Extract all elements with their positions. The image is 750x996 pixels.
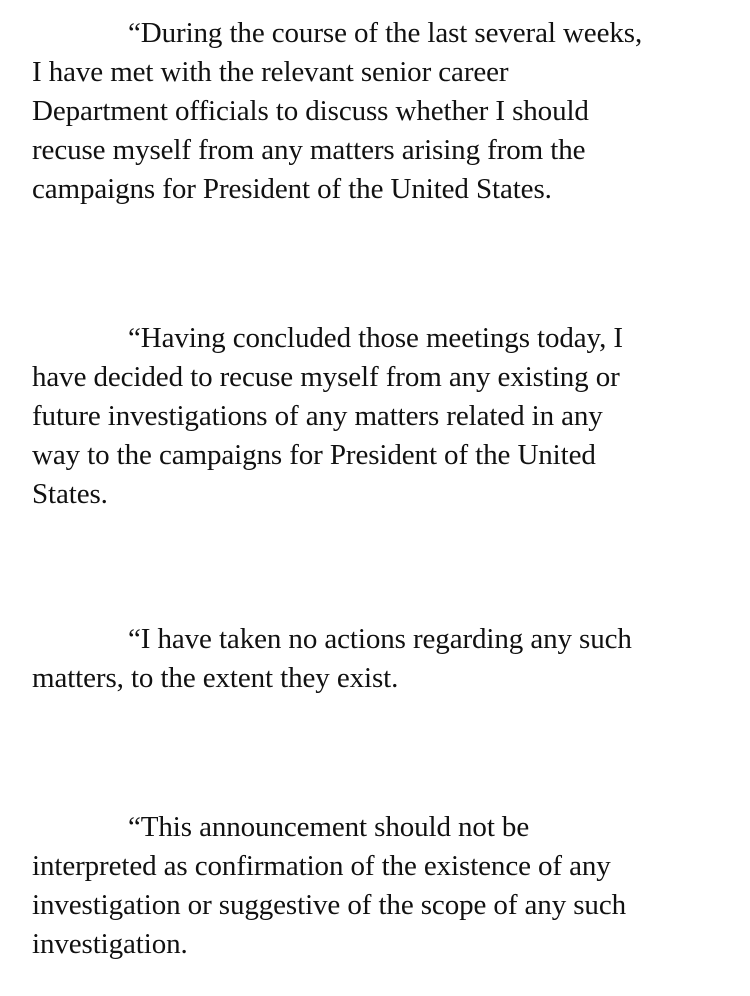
paragraph-line: way to the campaigns for President of the United [32,439,596,471]
paragraph-line: recuse myself from any matters arising from the [32,134,586,166]
paragraph-line: “I have taken no actions regarding any such [128,623,632,655]
paragraph-line: investigation. [32,928,188,960]
paragraph-line: “This announcement should not be [128,811,530,843]
paragraph-3 [32,620,722,698]
paragraph-line: investigation or suggestive of the scope of any such [32,889,627,921]
paragraph-line: States. [32,478,108,510]
paragraph-line: future investigations of any matters related in any [32,400,603,432]
paragraph-2 [32,319,722,514]
paragraph-line: “Having concluded those meetings today, I [128,322,623,354]
paragraph-line: matters, to the extent they exist. [32,662,399,694]
paragraph-4 [32,808,722,964]
paragraph-1 [32,14,722,209]
paragraph-line: interpreted as confirmation of the existence of any [32,850,611,882]
paragraph-line: I have met with the relevant senior career [32,56,509,88]
paragraph-line: campaigns for President of the United States. [32,173,552,205]
paragraph-line: “During the course of the last several weeks, [128,17,643,49]
paragraph-line: Department officials to discuss whether I should [32,95,589,127]
paragraph-line: have decided to recuse myself from any existing or [32,361,620,393]
